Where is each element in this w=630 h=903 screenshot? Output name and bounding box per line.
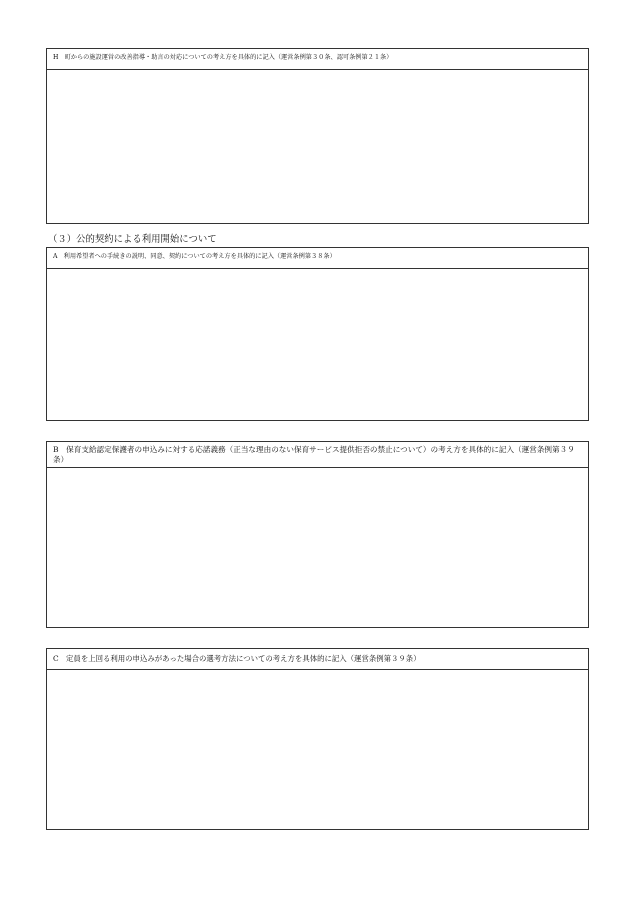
section-a-answer-field[interactable]: [47, 269, 588, 420]
section-c-header: C 定員を上回る利用の申込みがあった場合の選考方法についての考え方を具体的に記入（運営条例第３９条）: [47, 649, 588, 670]
section-b-answer-field[interactable]: [47, 468, 588, 627]
section-c-answer-field[interactable]: [47, 670, 588, 829]
section-b-box: [46, 441, 589, 628]
section-a-box: [46, 247, 589, 421]
section-a-header: A 利用希望者への手続きの説明、同意、契約についての考え方を具体的に記入（運営条例第３８条）: [47, 248, 588, 269]
section-h-header: H 町からの施設運営の改善指導・助言の対応についての考え方を具体的に記入（運営条例第３０条、認可条例第２１条）: [47, 49, 588, 70]
section-h-box: [46, 48, 589, 224]
section-c-box: [46, 648, 589, 830]
section-b-header: B 保育支給認定保護者の申込みに対する応諾義務（正当な理由のない保育サービス提供拒否の禁止について）の考え方を具体的に記入（運営条例第３９条）: [47, 442, 588, 468]
section-h-answer-field[interactable]: [47, 70, 588, 223]
section-3-heading: （３）公的契約による利用開始について: [48, 234, 217, 245]
